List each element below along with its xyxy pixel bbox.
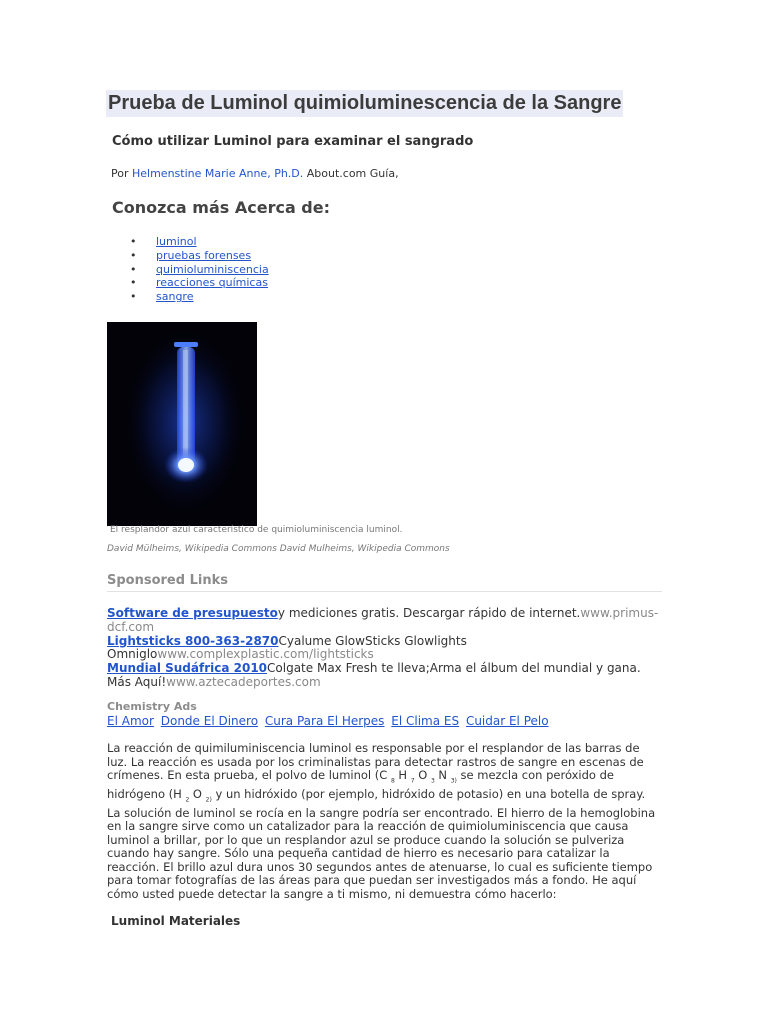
topic-link-pruebas-forenses[interactable]: pruebas forenses — [156, 248, 252, 262]
glowing-vial-illustration — [107, 322, 257, 526]
sponsored-links-heading: Sponsored Links — [107, 573, 662, 592]
ad-text: Colgate Max Fresh te lleva;Arma el álbum del mundial y gana. Más Aquí! — [107, 661, 641, 689]
ad-url[interactable]: www.complexplastic.com/lightsticks — [157, 647, 374, 662]
topic-list — [130, 235, 269, 304]
subscript: 3 — [430, 777, 435, 785]
body-text-part: H — [394, 768, 411, 782]
topic-item — [130, 249, 269, 263]
byline-prefix: Por — [111, 167, 132, 180]
bullet: • — [130, 290, 137, 304]
chem-ad-link[interactable]: Donde El Dinero — [160, 714, 259, 728]
body-text-part: se mezcla con peróxido de hidrógeno (H — [107, 768, 614, 801]
body-text-part: N — [434, 768, 451, 782]
topic-link-reacciones-quimicas[interactable]: reacciones químicas — [156, 276, 268, 290]
subscript: 2 — [185, 796, 190, 804]
bullet: • — [130, 262, 137, 276]
ad-title-link[interactable]: Mundial Sudáfrica 2010 — [107, 661, 268, 676]
body-text-part: y un hidróxido (por ejemplo, hidróxido de potasio) en una botella de spray. La solución de luminol se rocía en la sangre podría ser encontrado. El hierro de la hemoglobina en la sangre sirve como un catalizador para la reacción de quimioluminiscencia que causa luminol a brillar, por lo que un resplandor azul se produce cuando la solución se pulveriza cuando hay sangre. Sólo una pequeña cantidad de hierro es necesario para catalizar la reacción. El brillo azul dura unos 30 segundos antes de atenuarse, lo cual es suficiente tiempo para tomar fotografías de las áreas para que puedan ser investigados más a fondo. He aquí cómo usted puede detectar la sangre a ti mismo, ni demuestra cómo hacerlo: — [107, 786, 656, 901]
subscript: 8 — [390, 777, 395, 785]
article-subtitle: Cómo utilizar Luminol para examinar el sangrado — [112, 134, 474, 149]
subscript: 2) — [205, 796, 212, 804]
ad-url[interactable]: www.aztecadeportes.com — [166, 674, 321, 689]
image-credit: David Mülheims, Wikipedia Commons David Mulheims, Wikipedia Commons — [107, 544, 450, 554]
ad-text: y mediciones gratis. Descargar rápido de internet. — [277, 606, 581, 620]
ad-title-link[interactable]: Lightsticks 800-363-2870 — [107, 633, 279, 648]
page-title: Prueba de Luminol quimioluminescencia de la Sangre — [106, 90, 623, 117]
body-text-part: La reacción de quimiluminiscencia luminol es responsable por el resplandor de las barras de luz. La reacción es usada por los criminalistas para detectar rastros de sangre en escenas de crímenes. En esta prueba, el polvo de luminol (C — [107, 741, 644, 782]
bullet: • — [130, 248, 137, 262]
byline-suffix: About.com Guía, — [303, 167, 399, 180]
article-body — [107, 742, 662, 901]
chem-ad-link[interactable]: El Clima ES — [391, 714, 460, 728]
materials-heading: Luminol Materiales — [111, 914, 241, 928]
body-text-part: O — [414, 768, 431, 782]
ad-title-link[interactable]: Software de presupuesto — [107, 606, 278, 620]
chem-ad-link[interactable]: El Amor — [107, 714, 154, 728]
ad-item — [107, 607, 662, 635]
luminol-glow-photo — [107, 322, 257, 526]
ad-item — [107, 635, 662, 663]
bullet: • — [130, 235, 137, 248]
sponsored-ads — [107, 607, 662, 690]
ad-url[interactable]: www.primus-dcf.com — [107, 606, 659, 634]
topic-link-luminol[interactable]: luminol — [156, 235, 197, 248]
byline — [111, 167, 399, 180]
topic-item — [130, 276, 269, 290]
topic-item — [130, 290, 269, 304]
image-caption: El resplandor azul característico de quimioluminiscencia luminol. — [110, 525, 403, 535]
topic-link-sangre[interactable]: sangre — [156, 290, 194, 304]
subscript: 3) — [450, 777, 457, 785]
topic-item — [130, 263, 269, 277]
chemistry-ads-heading: Chemistry Ads — [107, 700, 197, 713]
topic-link-quimioluminiscencia[interactable]: quimioluminiscencia — [156, 262, 269, 276]
body-text-part: O — [189, 786, 206, 801]
ad-item — [107, 662, 662, 690]
ad-text: Cyalume GlowSticks Glowlights Omniglo — [107, 633, 467, 662]
topic-item — [130, 235, 269, 249]
learn-more-heading: Conozca más Acerca de: — [112, 198, 331, 217]
subscript: 7 — [410, 777, 415, 785]
chemistry-ads-links — [107, 714, 552, 728]
bullet: • — [130, 276, 137, 290]
chem-ad-link[interactable]: Cura Para El Herpes — [264, 714, 385, 728]
chem-ad-link[interactable]: Cuidar El Pelo — [465, 714, 549, 728]
author-link[interactable]: Helmenstine Marie Anne, Ph.D. — [132, 167, 304, 180]
